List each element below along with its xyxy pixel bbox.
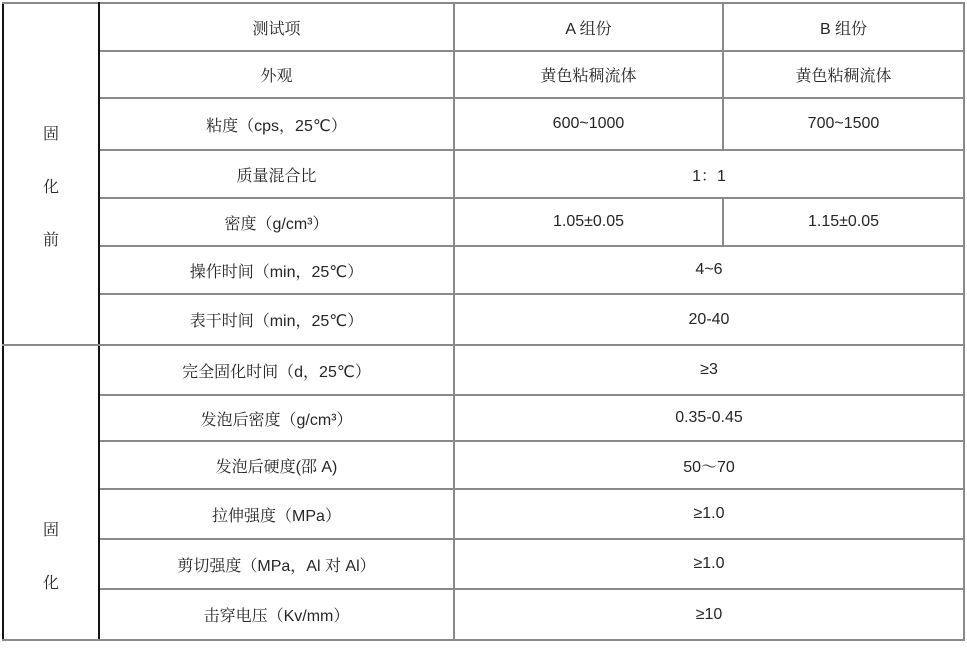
cell-header-component-b: B 组份	[723, 3, 964, 51]
cell-value-working-time: 4~6	[454, 246, 964, 294]
section-char: 固	[42, 125, 59, 143]
spec-table	[2, 2, 965, 641]
cell-item-foamed-hardness: 发泡后硬度(邵 A)	[99, 441, 454, 489]
table-row	[3, 294, 964, 345]
table-row	[3, 589, 964, 640]
table-row	[3, 51, 964, 98]
cell-value-tensile-strength: ≥1.0	[454, 489, 964, 539]
cell-header-component-a: A 组份	[454, 3, 723, 51]
cell-value-foamed-density: 0.35-0.45	[454, 395, 964, 441]
cell-item-density: 密度（g/cm³）	[99, 198, 454, 246]
table-row	[3, 345, 964, 395]
cell-value-mix-ratio: 1：1	[454, 150, 964, 198]
table-row	[3, 3, 964, 51]
table-row	[3, 441, 964, 489]
cell-item-breakdown-voltage: 击穿电压（Kv/mm）	[99, 589, 454, 640]
section-label-cured	[4, 522, 98, 592]
cell-value-a-appearance: 黄色粘稠流体	[454, 51, 723, 98]
cell-value-tack-free-time: 20-40	[454, 294, 964, 345]
table-row	[3, 150, 964, 198]
section-char: 固	[42, 521, 59, 539]
table-row	[3, 246, 964, 294]
cell-item-working-time: 操作时间（min，25℃）	[99, 246, 454, 294]
section-cell-cured	[3, 345, 99, 640]
cell-item-full-cure-time: 完全固化时间（d，25℃）	[99, 345, 454, 395]
cell-item-mix-ratio: 质量混合比	[99, 150, 454, 198]
cell-item-foamed-density: 发泡后密度（g/cm³）	[99, 395, 454, 441]
cell-value-b-viscosity: 700~1500	[723, 98, 964, 150]
cell-item-viscosity: 粘度（cps，25℃）	[99, 98, 454, 150]
cell-value-foamed-hardness: 50～70	[454, 441, 964, 489]
cell-header-test-item: 测试项	[99, 3, 454, 51]
cell-item-tensile-strength: 拉伸强度（MPa）	[99, 489, 454, 539]
cell-item-shear-strength: 剪切强度（MPa，Al 对 Al）	[99, 539, 454, 589]
cell-value-b-appearance: 黄色粘稠流体	[723, 51, 964, 98]
cell-value-a-viscosity: 600~1000	[454, 98, 723, 150]
table-row	[3, 489, 964, 539]
cell-value-full-cure-time: ≥3	[454, 345, 964, 395]
table-row	[3, 98, 964, 150]
cell-value-shear-strength: ≥1.0	[454, 539, 964, 589]
table-row	[3, 395, 964, 441]
table-row	[3, 198, 964, 246]
cell-item-tack-free-time: 表干时间（min，25℃）	[99, 294, 454, 345]
cell-value-a-density: 1.05±0.05	[454, 198, 723, 246]
section-label-pre-cure	[4, 126, 98, 249]
section-char: 化	[42, 574, 59, 592]
cell-item-appearance: 外观	[99, 51, 454, 98]
section-char: 前	[42, 231, 59, 249]
section-char: 化	[42, 178, 59, 196]
cell-value-b-density: 1.15±0.05	[723, 198, 964, 246]
cell-value-breakdown-voltage: ≥10	[454, 589, 964, 640]
table-row	[3, 539, 964, 589]
section-cell-pre-cure	[3, 3, 99, 345]
